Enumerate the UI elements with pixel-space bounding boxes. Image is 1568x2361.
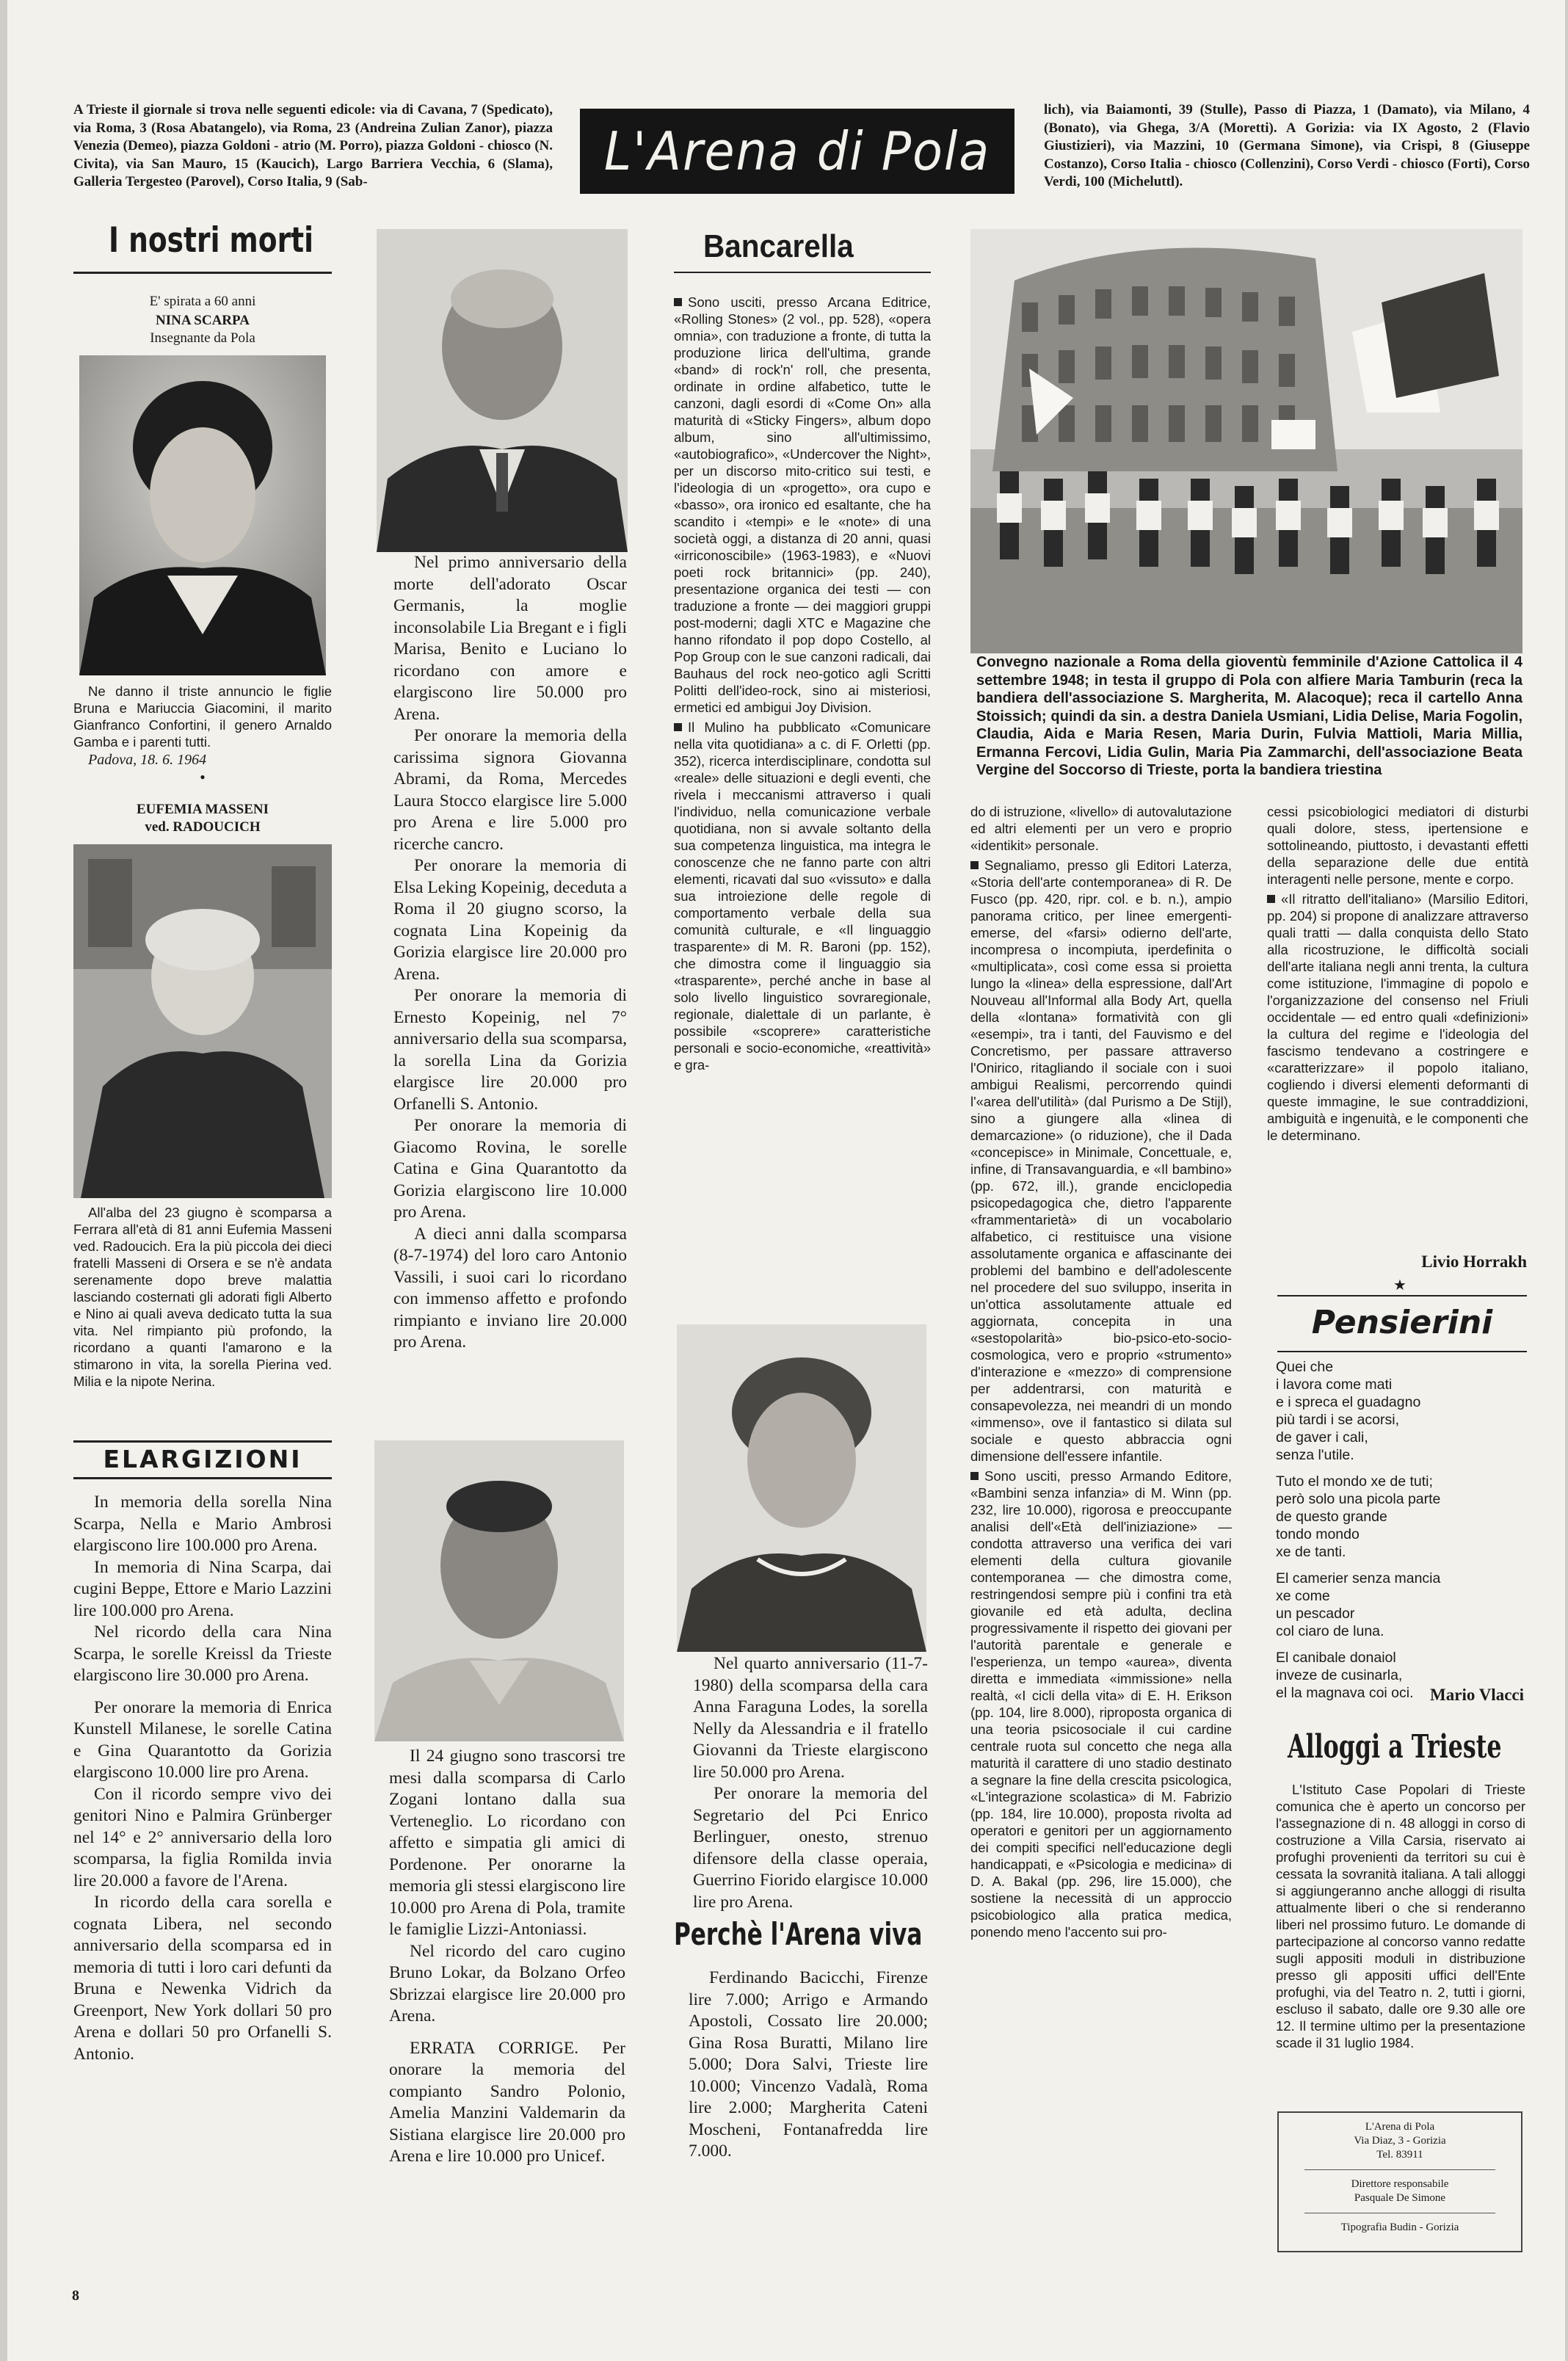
paragraph: Il Mulino ha pubblicato «Comunicare nella vita quotidiana» a c. di F. Orletti (pp. 352), ricerca interdisciplinare, condotta sul «reale» delle situazioni e degli eventi, che rivela i meccanismi attraverso i quali l'individuo, nella comunicazione verbale quotidiana, non si avvale soltanto della sua competenza linguistica, ma integra le conoscenze che ne fanno parte con altri elementi, ricavati dal suo «vissuto» e dalla sua introiezione delle regole di comportamento verbale della sua comunità culturale, e «Il linguaggio trasparente» di M. R. Baroni (pp. 152), che dimostra come il linguaggio sia «trasparente», perché anche in base al solo livello linguistico sovraregionale, regionale, dialettale di un parlante, è possibile «scoprere» caratteristiche personali e socio-economiche, «reattività» e gra- — [674, 719, 931, 1073]
poem-line: El camerier senza mancia — [1276, 1570, 1441, 1586]
bancarella-item-2 — [674, 719, 931, 1073]
paragraph: ERRATA CORRIGE. Per onorare la memoria del compianto Sandro Polonio, Amelia Manzini Valdemarin da Sistiana elargisce lire 20.000 pro Arena e lire 10.000 pro Unicef. — [389, 2038, 625, 2166]
paragraph: Ferdinando Bacicchi, Firenze lire 7.000; Arrigo e Armando Apostoli, Cossato lire 20.000; Gina Rosa Buratti, Milano lire 5.000; Dora Salvi, Trieste lire 10.000; Vincenzo Vadalà, Roma lire 2.000; Margherita Cateni Moscheni, Fontanafredda lire 7.000. — [689, 1968, 928, 2161]
section-rule-bottom — [73, 1477, 332, 1479]
paragraph: «Il ritratto dell'italiano» (Marsilio Editori, pp. 204) si propone di analizzare attraverso quali tratti — dalla conquista dello Stato alla ricostruzione, le difficoltà sociali dell'arte italiana negli anni trenta, la cultura come istituzione, l'immagine di popolo e l'organizzazione del consenso nel Friuli occidentale — ed entro quali «definizioni» la cultura del regime e l'ideologia del fascismo tendevano a costringere e «caratterizzare» il popolo italiano, cogliendo i diversi elementi deformanti di queste immagine, le sue contraddizioni, ambiguità e ingenuità, e le componenti che le determinano. — [1267, 891, 1528, 1143]
stanza-2 — [1276, 1473, 1525, 1561]
stanza-1 — [1276, 1358, 1525, 1464]
poem-line: un pescador — [1276, 1606, 1355, 1622]
portrait-carlo-zogani — [374, 1440, 624, 1741]
bullet-square-icon — [674, 298, 682, 306]
col5-body — [1267, 803, 1528, 1144]
obituary-place-date: Padova, 18. 6. 1964 — [88, 752, 207, 768]
poem-line: xe come — [1276, 1588, 1330, 1604]
section-heading-alloggi-trieste: Alloggi a Trieste — [1288, 1728, 1502, 1766]
col2-body-bottom — [389, 1746, 625, 2168]
poem-line: el la magnava coi oci. — [1276, 1685, 1414, 1701]
obituary-text-2: All'alba del 23 giugno è scomparsa a Ferrara all'età di 81 anni Eufemia Masseni ved. Radoucich. Era la più piccola dei dieci fratelli Masseni di Orsera e se n'è andata serenamente dopo breve malattia lasciando costernati gli adorati figli Alberto e Nino ai quali aveva dedicato tutta la sua vita. Nel rimpianto più profondo, la ricordano a quanti l'amarono e la stimarono in vita, la sorella Pierina ved. Milia e la nipote Nerina. — [73, 1205, 332, 1389]
box-divider — [1304, 2169, 1495, 2170]
paragraph: Per onorare la memoria della carissima signora Giovanna Abrami, da Roma, Mercedes Laura Stocco elargisce lire 5.000 pro Arena e lire 5.000 pro ricerche cancro. — [393, 726, 627, 854]
paragraph: Per onorare la memoria di Enrica Kunstell Milanese, le sorelle Catina e Gina Quarantotto da Gorizia elargiscono 10.000 lire pro Arena. — [73, 1697, 332, 1782]
poem-line: Tuto el mondo xe de tuti; — [1276, 1473, 1433, 1490]
director-name: Pasquale De Simone — [1354, 2192, 1446, 2204]
bullet-square-icon — [1267, 895, 1275, 903]
poem-line: e i spreca el guadagno — [1276, 1394, 1421, 1410]
masthead-left-info: A Trieste il giornale si trova nelle seguenti edicole: via di Cavana, 7 (Spedicato), via Roma, 3 (Rosa Abatangelo), via Roma, 23 (Andreina Zulian Zanor), piazza Venezia (Demeo), piazza Goldoni - atrio (M. Porro), piazza Goldoni - chiosco (N. Civita), via San Mauro, 15 (Kaucich), Largo Barriera Vecchia, 6 (Slama), Galleria Tergesteo (Parovel), Corso Italia, 9 (Sab- — [73, 102, 553, 189]
bullet-square-icon — [970, 1472, 979, 1480]
publisher-name: L'Arena di Pola — [1365, 2121, 1435, 2133]
obituary-intro: E' spirata a 60 anni — [149, 294, 256, 309]
poem — [1276, 1358, 1525, 1702]
poem-line: El canibale donaiol — [1276, 1650, 1396, 1666]
bancarella-item-1 — [674, 294, 931, 716]
paragraph: Per onorare la memoria di Elsa Leking Kopeinig, deceduta a Roma il 20 giugno scorso, la cognata Lina Kopeinig da Gorizia elargisce lire 20.000 pro Arena. — [393, 856, 627, 984]
masthead-title: L'Arena di Pola — [603, 120, 991, 182]
poem-line: col ciaro de luna. — [1276, 1623, 1384, 1639]
portrait-eufemia-masseni — [73, 844, 332, 1198]
paragraph: Per onorare la memoria di Ernesto Kopeinig, nel 7° anniversario della sua scomparsa, la sorella Lina da Gorizia elargisce lire 20.000 pro Orfanelli S. Antonio. — [393, 986, 627, 1114]
paragraph: Il 24 giugno sono trascorsi tre mesi dalla scomparsa di Carlo Zogani lontano dalla sua Vertenеglio. Lo ricordano con affetto e simpatia gli amici di Pordenone. Per onorarne la memoria gli stessi elargiscono lire 10.000 pro Arena di Pola, tramite le famiglie Lizzi-Antoniassi. — [389, 1747, 625, 1939]
poem-line: i lavora come mati — [1276, 1377, 1393, 1393]
obituary-text-1: Ne danno il triste annuncio le figlie Bruna e Mariuccia Giacomini, il marito Gianfranco Confortini, il genero Arnaldo Gamba e i parenti tutti. — [73, 683, 332, 750]
poem-line: senza l'utile. — [1276, 1447, 1354, 1463]
newspaper-page — [7, 0, 1565, 2361]
portrait-anna-faraguna-lodes — [677, 1324, 926, 1652]
col5-alloggi-body: L'Istituto Case Popolari di Trieste comunica che è aperto un concorso per l'assegnazione di n. 48 alloggi in corso di costruzione a Villa Carsia, riservato ai profughi provenienti da territori su cui è cessata la sovranità italiana. A tali alloggi si aggiungeranno anche alloggi di risulta attualmente liberi o che si renderanno liberi nel prossimo futuro. Le domande di partecipazione al concorso vanno redatte sugli appositi moduli in distribuzione presso gli appositi uffici dell'Ente profughi, via del Teatro n. 2, tutti i giorni, escluso il sabato, dalle ore 9.30 alle ore 12. Il termine ultimo per la presentazione scade il 31 luglio 1984. — [1276, 1782, 1525, 2050]
paragraph: Segnaliamo, presso gli Editori Laterza, «Storia dell'arte contemporanea» di R. De Fusco (pp. 420, ripr. col. e b. n.), ampio panorama critico, per linee emergenti-emerse, del «farsi» odierno dell'arte, incompresa o incompiuta, iperdefinita o «multiplicata», così come essa si proietta lungo la «linea» della espressione, dall'Art Nouveau all'Informal alla Body Art, quella della «lontana» formatività con gli «esempi», tra i tanti, del Fauvismo e del Concretismo, per passare attraverso l'Onirico, ritagliando il sociale con i suoi ambigui Realismi, percorrendo quindi l'«area dell'utilità» (dal Purismo a De Stijl), sino a giungere alla «linea di demarcazione» (o riduzione), che il Dada «concepisce» in Minimale, Concettuale, e, infine, di Transavanguardia, e «Il bambino» (pp. 672, ill.), grande enciclopedia psicopedagogica che, dietro l'apparente «frammentarietà» di un vocabolario alfabetico, ci restituisce una visione assolutamente organica e affascinante dei problemi del bambino e dell'adolescente nel procedere del suo sviluppo, inserita in un'ottica assolutamente attuale ed aggiornata, concepita in una «sestopolarità» bio-psico-eto-socio-cosmologica, vero e proprio «strumento» d'interazione e «mezzo» di comprensione per addentrarsi, con maturità e consapevolezza, nei meandri di un mondo «immenso», ove il fantastico si dilata sul sociale e questo abbraccia ogni dimensione dell'essere infantile. — [970, 857, 1232, 1464]
poem-line: de gaver i cali, — [1276, 1429, 1368, 1446]
obituary-name-2b: ved. RADOUCICH — [145, 819, 261, 835]
section-heading-pensierini: Pensierini — [1311, 1304, 1493, 1341]
bancarella-item-5 — [1267, 891, 1528, 1144]
publisher-box — [1277, 2111, 1522, 2252]
obituary-name: NINA SCARPA — [156, 313, 250, 328]
poem-line: tondo mondo — [1276, 1526, 1360, 1542]
paragraph: Con il ricordo sempre vivo dei genitori Nino e Palmira Grünberger nel 14° e 2° anniversario della loro scomparsa, la figlia Romilda invia lire 20.000 a favore de l'Arena. — [73, 1784, 332, 1890]
pensierini-box — [1277, 1295, 1527, 1352]
paragraph: Sono usciti, presso Arcana Editrice, «Rolling Stones» (2 vol., pp. 528), «opera omnia», con traduzione a fronte, di tutta la produzione lirica dell'ultima, grande «band» di rock'n' roll, che presenta, ordinate in ordine alfabetico, tutte le canzoni, dagli esordi di «Come On» alla maturità di «Sticky Fingers», album dopo album, sino all'ultimissimo, «autobiografico», «Undercover the Night», per un discorso mito-critico sui testi, e l'ideologia di un «progetto», ora cupo e «basso», ora ironico ed esaltante, che ha scandito i «tempi» e le «note» di una società oggi, a distanza di 20 anni, quasi «irriconoscibile» (1963-1983), e «Nuovi poeti rock britannici» (pp. 240), presentazione organica dei testi — con traduzione a fronte — dei maggiori gruppi post-moderni; dagli XTC e Magazine che hanno rifondato il pop dopo Costello, al Pop Group con le sue canzoni radicali, dai Bauhaus del rock neo-gotico agli Scritti Politti dell'ideo-rock, sino ai misteriosi, ermetici ed ambigui Joy Division. — [674, 294, 931, 715]
paragraph: Nel primo anniversario della morte dell'adorato Oscar Germanis, la moglie inconsolabile Lia Bregant e i figli Marisa, Benito e Luciano lo ricordano con amore e elargiscono lire 50.000 pro Arena. — [393, 553, 627, 724]
col2-body-top — [393, 552, 627, 1354]
star-separator: ★ — [1393, 1277, 1407, 1294]
heading-rule — [73, 272, 332, 274]
separator-bullet: • — [200, 768, 206, 786]
paragraph: do di istruzione, «livello» di autovalutazione ed altri elementi per un vero e proprio «identikit» personale. — [970, 804, 1232, 853]
bullet-square-icon — [970, 861, 979, 869]
photo-convegno-roma-1948 — [970, 229, 1522, 653]
publisher-address: Via Diaz, 3 - Gorizia — [1354, 2135, 1446, 2147]
poem-line: però solo una picola parte — [1276, 1491, 1441, 1507]
section-heading-perche-arena-viva: Perchè l'Arena viva — [674, 1916, 923, 1952]
director-label: Direttore responsabile — [1351, 2178, 1449, 2190]
publisher-phone: Tel. 83911 — [1376, 2149, 1423, 2161]
obituary-role: Insegnante da Pola — [150, 330, 255, 346]
col3-donations — [689, 1968, 928, 2163]
poem-line: xe de tanti. — [1276, 1544, 1346, 1560]
printer-name: Tipografia Budin - Gorizia — [1340, 2222, 1459, 2233]
col1-body — [73, 1492, 332, 2065]
stanza-3 — [1276, 1570, 1525, 1640]
portrait-nina-scarpa — [79, 355, 326, 675]
photo-caption: Convegno nazionale a Roma della gioventù femminile d'Azione Cattolica il 4 settembre 1948; in testa il gruppo di Pola con alfiere Maria Tamburin (reca la bandiera dell'associazione S. Margherita, M. Alacoque); reca il cartello Anna Stoissich; quindi da sin. a destra Daniela Usmiani, Lidia Delise, Maria Fogolin, Claudia, Aida e Maria Resen, Maria Durin, Fulvia Mattioli, Maria Millia, Ermanna Fercovi, Lidia Gulin, Maria Pia Zammarchi, dell'associazione Beata Vergine del Soccorso di Trieste, porta la bandiera triestina — [976, 654, 1522, 778]
bullet-square-icon — [674, 723, 682, 731]
poem-line: de questo grande — [1276, 1509, 1387, 1525]
masthead-right-info: lich), via Baiamonti, 39 (Stulle), Passo di Piazza, 1 (Damato), via Milano, 4 (Bonato), via Ghega, 3/A (Moretti). A Gorizia: via IX Agosto, 2 (Flavio Giustizieri), via Mazzini, 10 (Germana Simone), via Crispi, 8 (Giuseppe Costanzo), Corso Italia - chiosco (Collenzini), Corso Verdi - chiosco (Forti), Corso Verdi, 100 (Micheluttl). — [1044, 102, 1530, 189]
paragraph: cessi psicobiologici mediatori di disturbi quali dolore, stess, ipertensione e sottolineando, piuttosto, i devastanti effetti della separazione delle due entità interagenti nelle persone, mente e corpo. — [1267, 804, 1528, 887]
masthead-logo — [580, 109, 1015, 194]
section-rule-top — [73, 1440, 332, 1443]
bancarella-item-4 — [970, 1468, 1232, 1940]
col3-body-bottom — [693, 1653, 928, 1913]
section-heading-bancarella: Bancarella — [703, 228, 854, 264]
poem-line: più tardi i se acorsi, — [1276, 1412, 1399, 1428]
col3-body — [674, 294, 931, 1073]
bancarella-item-3 — [970, 857, 1232, 1465]
page-number: 8 — [72, 2288, 79, 2304]
heading-rule — [674, 272, 931, 273]
poem-line: inveze de cusinarla, — [1276, 1667, 1403, 1683]
obituary-name-2: EUFEMIA MASSENI — [137, 802, 269, 817]
paragraph: In memoria di Nina Scarpa, dai cugini Beppe, Ettore e Mario Lazzini lire 100.000 pro Arena. — [73, 1557, 332, 1620]
author-mario-vlacci: Mario Vlacci — [1430, 1686, 1524, 1704]
paragraph: A dieci anni dalla scomparsa (8-7-1974) del loro caro Antonio Vassili, i suoi cari lo ricordano con immenso affetto e profondo rimpianto e inviano lire 20.000 pro Arena. — [393, 1224, 627, 1352]
section-heading-elargizioni: ELARGIZIONI — [103, 1445, 302, 1473]
author-livio-horrakh: Livio Horrakh — [1421, 1252, 1527, 1271]
paragraph: Nel ricordo della cara Nina Scarpa, le sorelle Kreissl da Trieste elargiscono lire 30.000 pro Arena. — [73, 1622, 332, 1685]
paragraph: Per onorare la memoria di Giacomo Rovina, le sorelle Catina e Gina Quarantotto da Gorizia elargiscono lire 10.000 pro Arena. — [393, 1116, 627, 1222]
portrait-oscar-germanis — [377, 229, 628, 552]
section-heading-nostri-morti: I nostri morti — [109, 220, 313, 261]
col4-body — [970, 803, 1232, 1940]
poem-line: Quei che — [1276, 1359, 1334, 1375]
paragraph: Nel quarto anniversario (11-7-1980) della scomparsa della cara Anna Faraguna Lodes, la sorella Nelly da Alessandria e il fratello Giovanni da Trieste elargiscono lire 50.000 pro Arena. — [693, 1654, 928, 1782]
paragraph: In ricordo della cara sorella e cognata Libera, nel secondo anniversario della scomparsa ed in memoria di tutti i loro cari defunti da Bruna e Newenka Vidrich da Greenport, New York dollari 50 pro Arena e dollari 50 pro Orfanelli S. Antonio. — [73, 1893, 332, 2064]
paragraph: In memoria della sorella Nina Scarpa, Nella e Mario Ambrosi elargiscono lire 100.000 pro Arena. — [73, 1493, 332, 1555]
paragraph: Per onorare la memoria del Segretario del Pci Enrico Berlinguer, onesto, strenuo difensore della classe operaia, Guerrino Fiorido elargisce 10.000 lire pro Arena. — [693, 1784, 928, 1912]
paragraph: Nel ricordo del caro cugino Bruno Lokar, da Bolzano Orfeo Sbrizzai elargisce lire 20.000 pro Arena. — [389, 1941, 625, 2025]
paragraph: Sono usciti, presso Armando Editore, «Bambini senza infanzia» di M. Winn (pp. 232, lire 10.000), rigorosa e preoccupante analisi dell'«Età dell'iniziazione» — condotta attraverso una verifica dei vari elementi della cultura giovanile contemporanea — che dimostra come, restringendosi sempre più i confini tra età giovanile ed età adulta, declina progressivamente il rispetto dei giovani per l'autorità parentale e generale e l'esperienza, un tempo «aurea», diventa diretta e immediata «immissione» nella realtà, «I cicli della vita» di E. H. Erikson (pp. 104, lire 8.000), riproposta organica di una teoria psicosociale il cui cardine centrale ruota sul concetto che nega alla maturità il carattere di uno stadio destinato a segnare la fine della crescita psicologica, «L'integrazione scolastica» di M. Fabrizio (pp. 184, lire 10.000), proposta rivolta ad operatori e genitori per un aggiornamento dei compiti specifici nell'educazione degli handicappati, e «Psicologia e medicina» di D. A. Bakal (pp. 296, lire 15.000), che sostiene la necessità di un approccio psicobiologico alla pratica medica, ponendo meno l'accento sui pro- — [970, 1468, 1232, 1940]
